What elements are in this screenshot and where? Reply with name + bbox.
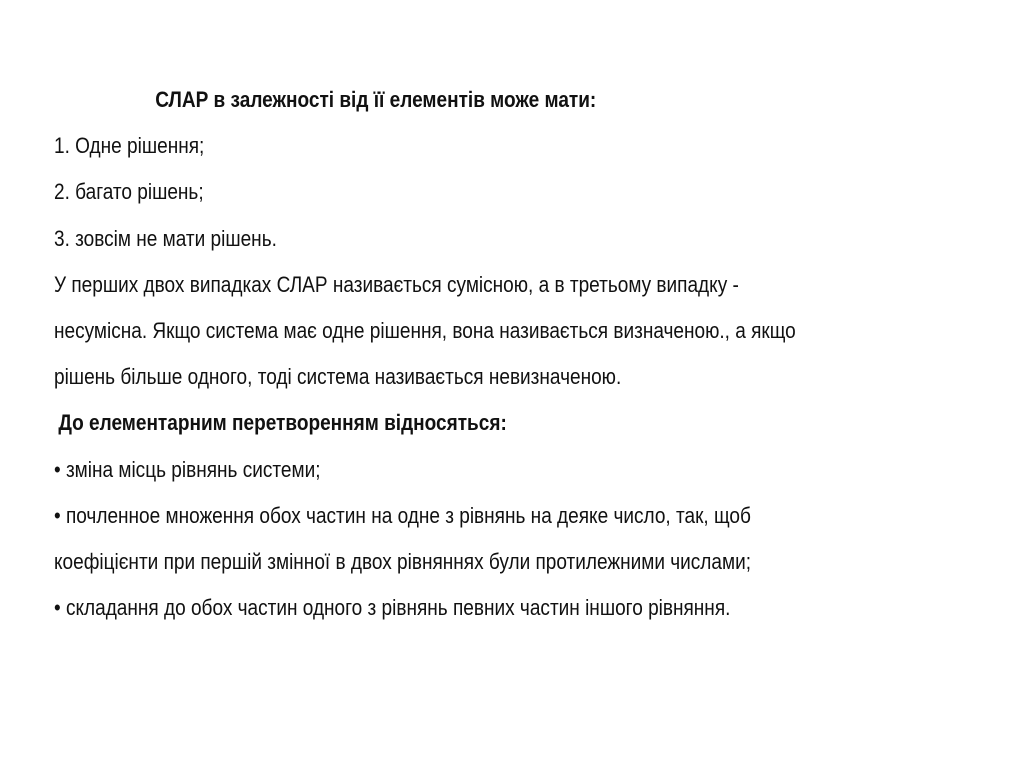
- list-item: 2. багато рішень;: [54, 179, 204, 205]
- bullet-item-continuation: коефіцієнти при першій змінної в двох рівняннях були протилежними числами;: [54, 548, 752, 574]
- section-subtitle: До елементарним перетворенням відносяться:: [58, 410, 507, 436]
- paragraph-line: рішень більше одного, тоді система називається невизначеною.: [54, 364, 622, 390]
- paragraph-line: несумісна. Якщо система має одне рішення, вона називається визначеною., а якщо: [54, 317, 796, 343]
- bullet-item: • зміна місць рівнянь системи;: [54, 456, 321, 482]
- list-item: 3. зовсім не мати рішень.: [54, 225, 277, 251]
- slide-content: [54, 77, 1006, 631]
- paragraph-line: У перших двох випадках СЛАР називається сумісною, а в третьому випадку -: [54, 271, 739, 297]
- bullet-item: • почленное множення обох частин на одне з рівнянь на деяке число, так, щоб: [54, 502, 751, 528]
- slide-title: СЛАР в залежності від її елементів може мати:: [155, 87, 597, 112]
- list-item: 1. Одне рішення;: [54, 133, 205, 159]
- bullet-item: • складання до обох частин одного з рівнянь певних частин іншого рівняння.: [54, 595, 731, 621]
